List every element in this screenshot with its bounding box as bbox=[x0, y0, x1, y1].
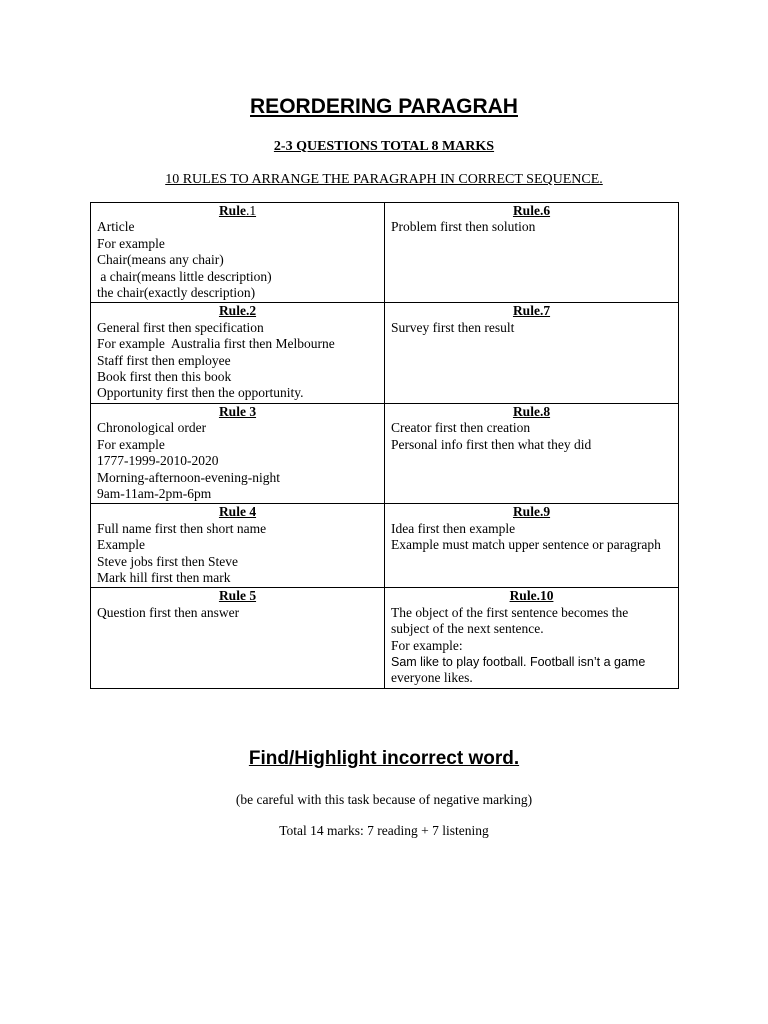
rule-line: Opportunity first then the opportunity. bbox=[97, 385, 304, 401]
rule-line: Morning-afternoon-evening-night bbox=[97, 469, 280, 485]
rule-line: Personal info first then what they did bbox=[391, 436, 592, 452]
rule-line: For example bbox=[97, 235, 165, 251]
rule-heading: Rule 4 bbox=[218, 504, 257, 520]
rule-line: The object of the first sentence becomes the bbox=[391, 604, 629, 620]
rule-heading: Rule.8 bbox=[512, 403, 551, 419]
rule-line: Article bbox=[97, 219, 135, 235]
rule-line: Question first then answer bbox=[97, 604, 240, 620]
rule-line: General first then specification bbox=[97, 319, 264, 335]
section-title: Find/Highlight incorrect word. bbox=[248, 748, 520, 769]
rule-cell bbox=[91, 403, 385, 503]
rule-heading: Rule.7 bbox=[512, 303, 551, 319]
rule-line: 9am-11am-2pm-6pm bbox=[97, 485, 212, 501]
table-row bbox=[91, 403, 679, 503]
rule-line: Chronological order bbox=[97, 420, 207, 436]
marks-summary: Total 14 marks: 7 reading + 7 listening bbox=[279, 823, 489, 838]
rule-cell bbox=[91, 303, 385, 403]
rule-line: Staff first then employee bbox=[97, 352, 231, 368]
rule-line: everyone likes. bbox=[391, 670, 473, 686]
rule-heading: Rule.10 bbox=[509, 588, 554, 604]
rule-cell bbox=[385, 403, 679, 503]
rule-line: subject of the next sentence. bbox=[391, 621, 544, 637]
table-row bbox=[91, 203, 679, 303]
rule-line: a chair(means little description) bbox=[97, 268, 272, 284]
rule-line: Example must match upper sentence or paragraph bbox=[391, 537, 661, 553]
rule-heading: Rule.2 bbox=[218, 303, 257, 319]
table-row bbox=[91, 303, 679, 403]
rule-cell bbox=[385, 588, 679, 688]
rule-line: Problem first then solution bbox=[391, 219, 536, 235]
rule-heading: Rule.9 bbox=[512, 504, 551, 520]
table-row bbox=[91, 588, 679, 688]
rule-cell bbox=[385, 203, 679, 303]
rule-line: Survey first then result bbox=[391, 319, 515, 335]
intro-heading: 10 RULES TO ARRANGE THE PARAGRAPH IN CORRECT SEQUENCE. bbox=[165, 172, 603, 187]
rule-line: Book first then this book bbox=[97, 369, 232, 385]
caution-note: (be careful with this task because of negative marking) bbox=[235, 792, 533, 807]
rule-cell bbox=[91, 203, 385, 303]
rule-line: For example bbox=[97, 436, 165, 452]
rule-line: For example: bbox=[391, 637, 463, 653]
rule-line: the chair(exactly description) bbox=[97, 285, 256, 301]
rule-line: Creator first then creation bbox=[391, 420, 531, 436]
rule-heading: Rule.1 bbox=[218, 203, 257, 218]
rule-line: Steve jobs first then Steve bbox=[97, 553, 238, 569]
rule-line: Mark hill first then mark bbox=[97, 569, 231, 585]
rule-line: Chair(means any chair) bbox=[97, 252, 224, 268]
rule-line: Example bbox=[97, 537, 145, 553]
rule-cell bbox=[385, 504, 679, 588]
table-row bbox=[91, 504, 679, 588]
page-title: REORDERING PARAGRAH bbox=[250, 95, 518, 118]
rule-line: 1777-1999-2010-2020 bbox=[97, 453, 219, 469]
rule-line: Sam like to play football. Football isn’t a game bbox=[391, 654, 646, 669]
rule-line: Idea first then example bbox=[391, 520, 516, 536]
rule-line: Full name first then short name bbox=[97, 520, 267, 536]
rule-cell bbox=[91, 504, 385, 588]
section-subtitle: 2-3 QUESTIONS TOTAL 8 MARKS bbox=[273, 139, 495, 154]
rule-cell bbox=[91, 588, 385, 688]
rule-line: For example Australia first then Melbourne bbox=[97, 336, 335, 352]
rules-table bbox=[90, 202, 679, 689]
rule-heading: Rule 3 bbox=[218, 403, 257, 419]
rule-cell bbox=[385, 303, 679, 403]
rule-heading: Rule 5 bbox=[218, 588, 257, 604]
rule-heading: Rule.6 bbox=[512, 203, 551, 218]
